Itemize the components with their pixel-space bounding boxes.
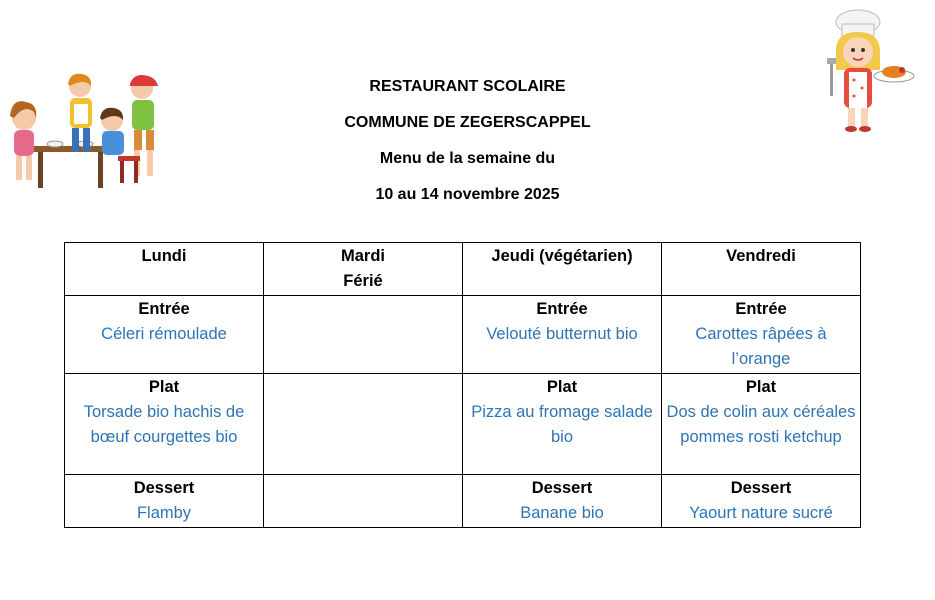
cell-lundi-dessert [65, 475, 264, 528]
table-header-row [65, 243, 861, 296]
table-row-entree [65, 296, 861, 374]
holiday-label: Férié [343, 272, 383, 290]
column-header-lundi [65, 243, 264, 296]
cell-vendredi-entree [662, 296, 861, 374]
dish-text: Pizza au fromage salade bio [471, 403, 653, 446]
cell-vendredi-dessert [662, 475, 861, 528]
day-label: Lundi [141, 247, 187, 265]
cell-jeudi-plat [463, 374, 662, 475]
table-row-plat [65, 374, 861, 475]
title-date-range: 10 au 14 novembre 2025 [375, 186, 560, 203]
dish-text: Carottes râpées à l’orange [695, 325, 827, 368]
course-label: Plat [745, 378, 777, 396]
title-commune: COMMUNE DE ZEGERSCAPPEL [344, 114, 591, 131]
cell-jeudi-entree [463, 296, 662, 374]
menu-table [64, 242, 861, 528]
cell-jeudi-dessert [463, 475, 662, 528]
cell-mardi-entree [264, 296, 463, 374]
course-label: Entrée [735, 300, 787, 318]
cell-vendredi-plat [662, 374, 861, 475]
dish-text: Céleri rémoulade [101, 325, 227, 343]
course-label: Dessert [133, 479, 195, 497]
dish-text: Torsade bio hachis de bœuf courgettes bio [83, 403, 245, 446]
column-header-jeudi [463, 243, 662, 296]
cell-mardi-dessert [264, 475, 463, 528]
table-row-dessert [65, 475, 861, 528]
course-label: Plat [148, 378, 180, 396]
dish-text: Dos de colin aux céréales pommes rosti ketchup [666, 403, 856, 446]
title-menu-week: Menu de la semaine du [379, 150, 556, 167]
dish-text: Flamby [136, 504, 192, 522]
course-label: Entrée [536, 300, 588, 318]
day-label: Vendredi [726, 247, 796, 265]
dish-text: Banane bio [520, 504, 604, 522]
day-label: Mardi [340, 247, 385, 265]
dish-text: Velouté butternut bio [486, 325, 638, 343]
title-restaurant: RESTAURANT SCOLAIRE [369, 78, 566, 95]
cell-lundi-entree [65, 296, 264, 374]
day-label: Jeudi (végétarien) [491, 247, 633, 265]
cell-lundi-plat [65, 374, 264, 475]
course-label: Entrée [138, 300, 190, 318]
cell-mardi-plat [264, 374, 463, 475]
column-header-vendredi [662, 243, 861, 296]
course-label: Dessert [730, 479, 792, 497]
dish-text: Yaourt nature sucré [689, 504, 833, 522]
course-label: Plat [546, 378, 578, 396]
column-header-mardi [264, 243, 463, 296]
course-label: Dessert [531, 479, 593, 497]
